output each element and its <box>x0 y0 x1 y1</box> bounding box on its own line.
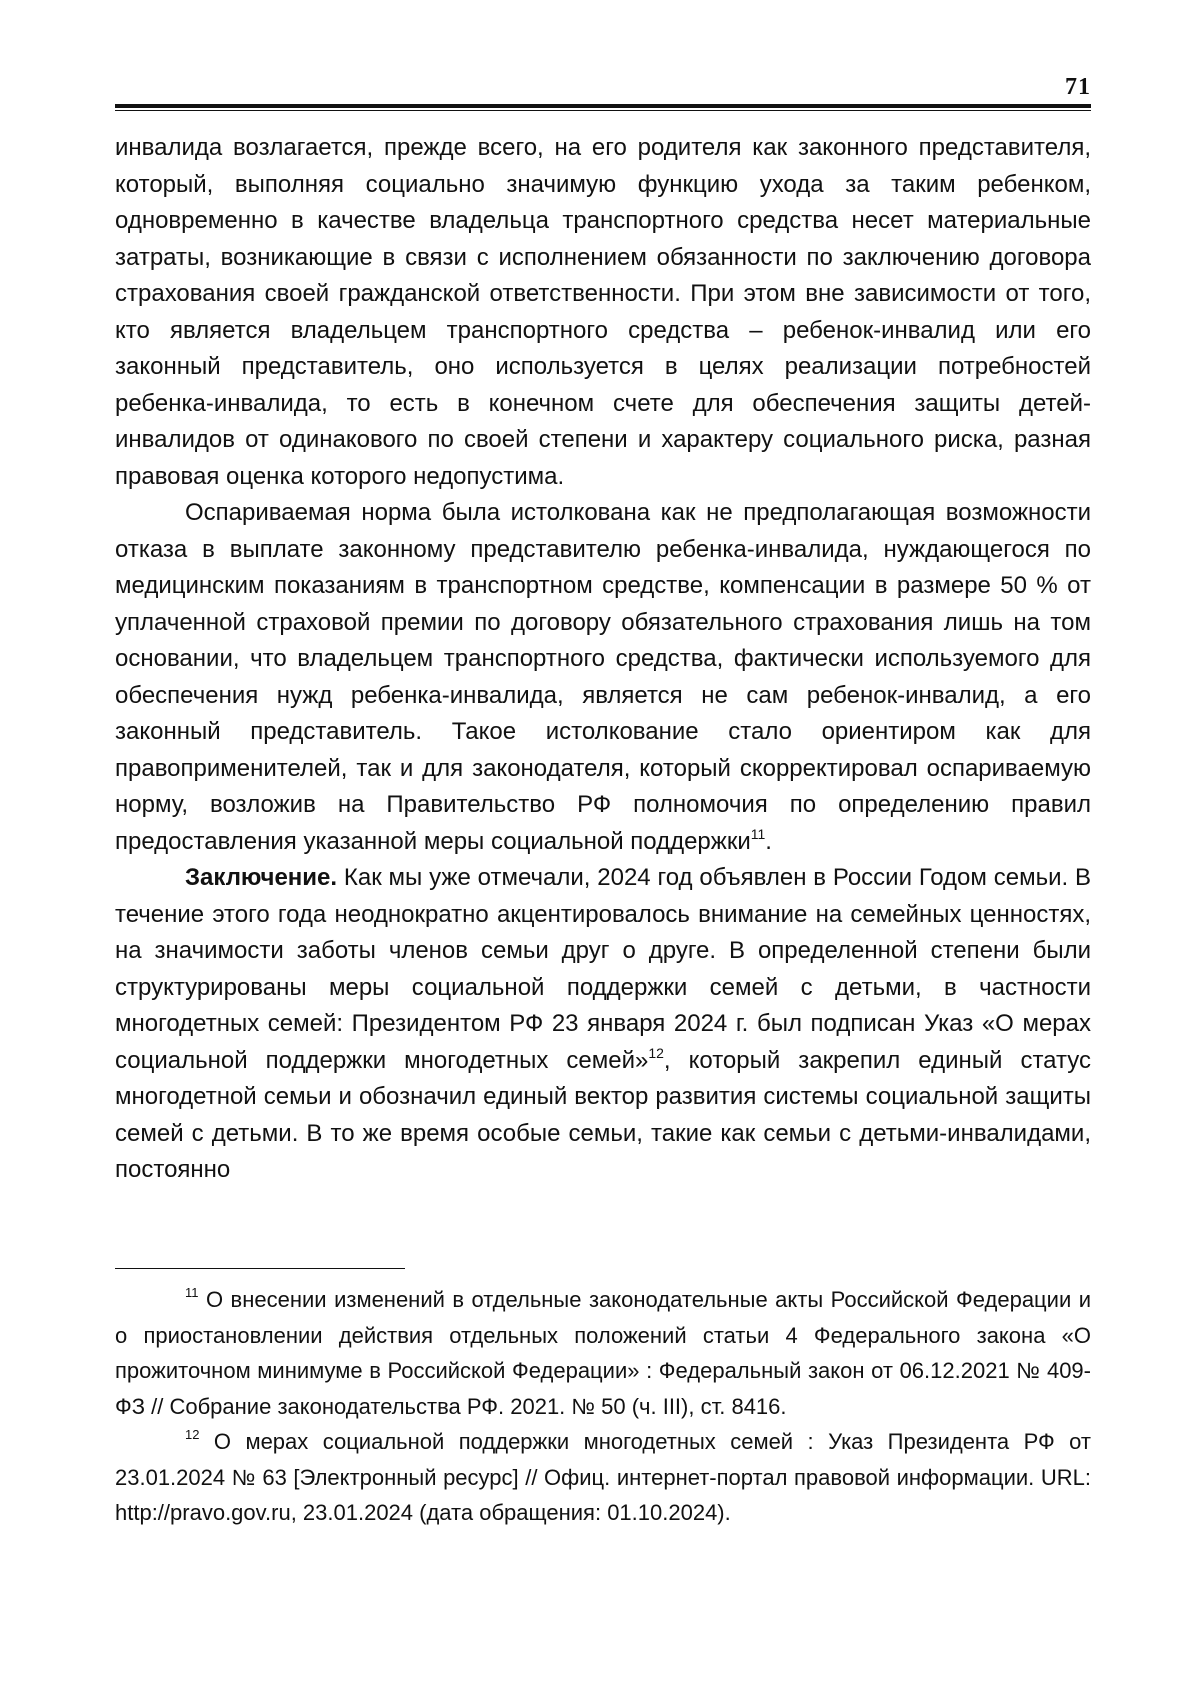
main-text <box>115 130 1091 1189</box>
paragraph-3 <box>115 860 1091 1189</box>
footnote-ref-11[interactable]: 11 <box>750 825 766 842</box>
paragraph-2-end: . <box>765 827 772 855</box>
footnotes <box>115 1282 1091 1531</box>
header-rule <box>115 104 1091 108</box>
footnote-text: О внесении изменений в отдельные законодательные акты Российской Федерации и о приостановлении действия отдельных положений статьи 4 Федерального закона «О прожиточном минимуме в Российской Федерации» : Федеральный закон от 06.12.2021 № 409-ФЗ // Собрание законодательства РФ. 2021. № 50 (ч. III), ст. 8416. <box>115 1287 1091 1419</box>
conclusion-heading: Заключение. <box>185 864 338 891</box>
header-rule-thin <box>115 110 1091 111</box>
paragraph-2-text: Оспариваемая норма была истолкована как не предполагающая возможности отказа в выплате законному представителю ребенка-инвалида, нуждающегося по медицинским показаниям в транспортном средстве, компенсации в размере 50 % от уплаченной страховой премии по договору обязательного страхования лишь на том основании, что владельцем транспортного средства, фактически используемого для обеспечения нужд ребенка-инвалида, является не сам ребенок-инвалид, а его законный представитель. Такое истолкование стало ориентиром как для правоприменителей, так и для законодателя, который скорректировал оспариваемую норму, возложив на Правительство РФ полномочия по определению правил предоставления указанной меры социальной поддержки <box>115 499 1091 855</box>
paragraph-3-text-a: Как мы уже отмечали, 2024 год объявлен в России Годом семьи. В течение этого года неоднократно акцентировалось внимание на семейных ценностях, на значимости заботы членов семьи друг о друге. В определенной степени были структурированы меры социальной поддержки семей с детьми, в частности многодетных семей: Президентом РФ 23 января 2024 г. был подписан Указ «О мерах социальной поддержки многодетных семей» <box>115 864 1091 1074</box>
footnote-separator <box>115 1268 405 1269</box>
paragraph-2 <box>115 495 1091 860</box>
page-number: 71 <box>1065 74 1091 100</box>
footnote-12 <box>115 1424 1091 1531</box>
footnote-number: 11 <box>185 1285 199 1300</box>
footnote-ref-12[interactable]: 12 <box>648 1044 664 1061</box>
footnote-text: О мерах социальной поддержки многодетных семей : Указ Президента РФ от 23.01.2024 № 63 [Электронный ресурс] // Офиц. интернет-портал правовой информации. URL: http://pravo.gov.ru, 23.01.2024 (дата обращения: 01.10.2024). <box>115 1429 1091 1525</box>
paragraph-1: инвалида возлагается, прежде всего, на его родителя как законного представителя, который, выполняя социально значимую функцию ухода за таким ребенком, одновременно в качестве владельца транспортного средства несет материальные затраты, возникающие в связи с исполнением обязанности по заключению договора страхования своей гражданской ответственности. При этом вне зависимости от того, кто является владельцем транспортного средства – ребенок-инвалид или его законный представитель, оно используется в целях реализации потребностей ребенка-инвалида, то есть в конечном счете для обеспечения защиты детей-инвалидов от одинакового по своей степени и характеру социального риска, разная правовая оценка которого недопустима. <box>115 134 1091 490</box>
footnote-11 <box>115 1282 1091 1424</box>
footnote-number: 12 <box>185 1427 200 1442</box>
paragraph-3-text-b: , который закрепил единый статус многодетной семьи и обозначил единый вектор развития системы социальной защиты семей с детьми. В то же время особые семьи, такие как семьи с детьми-инвалидами, постоянно <box>115 1046 1091 1183</box>
